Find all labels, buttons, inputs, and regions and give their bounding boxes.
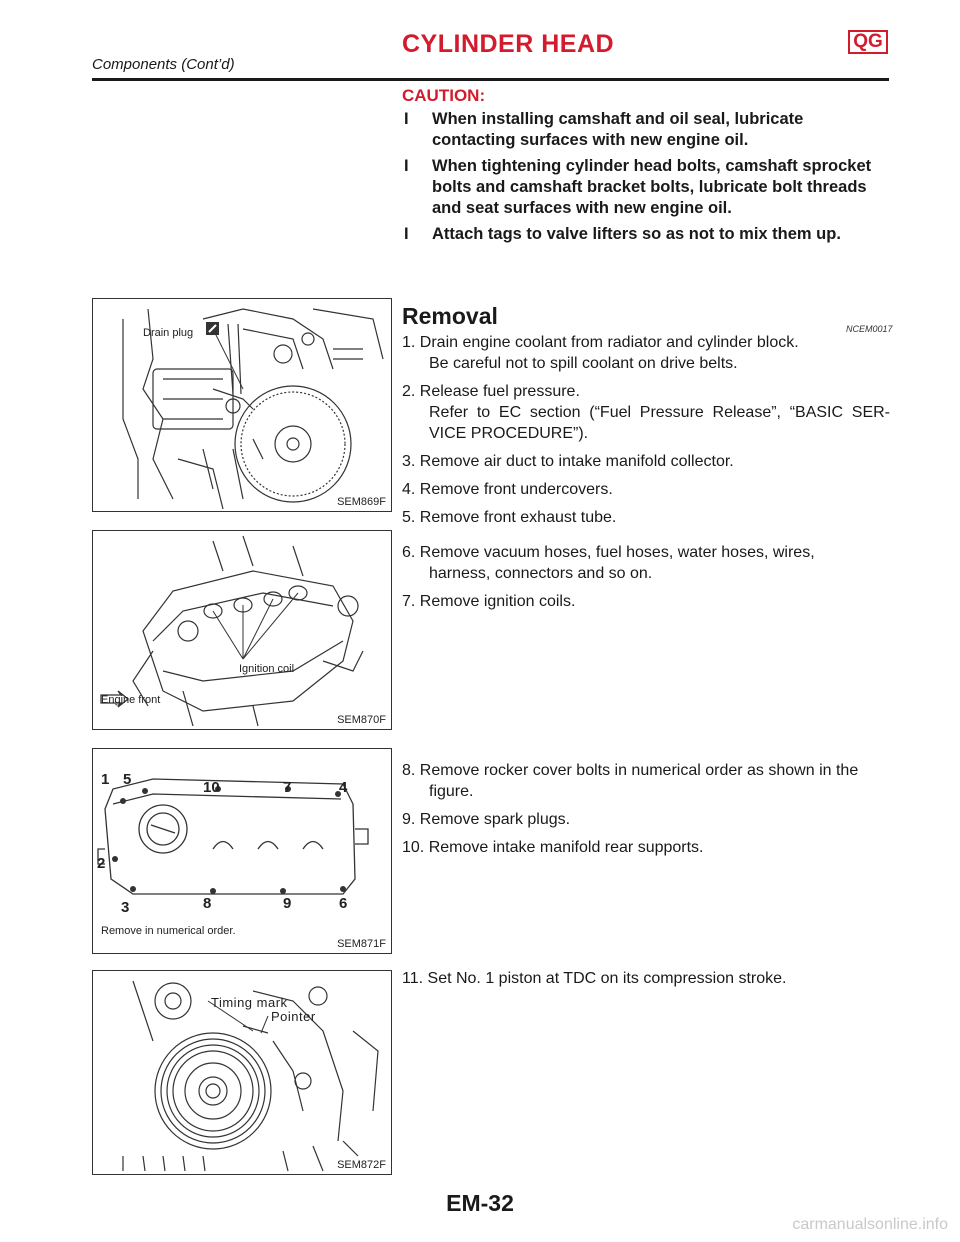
step-text: Remove rocker cover bolts in numerical order as shown in the xyxy=(419,762,859,779)
step xyxy=(402,542,890,584)
bolt-number: 6 xyxy=(339,895,348,912)
step xyxy=(402,451,890,472)
bullet-marker: I xyxy=(404,157,409,175)
step-continuation: Refer to EC section (“Fuel Pressure Release”, “BASIC SER- VICE PROCEDURE”). xyxy=(429,404,890,442)
caution-text: When installing camshaft and oil seal, lubricate contacting surfaces with new engine oil. xyxy=(432,110,804,149)
step-number: 2. xyxy=(402,383,416,400)
step-text: Release fuel pressure. xyxy=(419,383,580,400)
bolt-number: 1 xyxy=(101,771,110,788)
step-number: 8. xyxy=(402,762,416,779)
figure-rocker-cover xyxy=(92,748,392,954)
caution-list xyxy=(402,109,890,250)
bolt-number: 9 xyxy=(283,895,292,912)
figure-ignition-coil xyxy=(92,530,392,730)
figure-timing-mark xyxy=(92,970,392,1175)
step-continuation: figure. xyxy=(429,783,474,800)
label-engine-front: Engine front xyxy=(101,694,161,706)
step xyxy=(402,837,890,858)
step xyxy=(402,332,890,374)
caution-text: Attach tags to valve lifters so as not to mix them up. xyxy=(432,225,841,243)
page-number: EM-32 xyxy=(446,1190,514,1216)
step-text: Remove spark plugs. xyxy=(419,811,571,828)
bullet-marker: I xyxy=(404,225,409,243)
section-code: NCEM0017 xyxy=(846,324,893,334)
bolt-number: 3 xyxy=(121,899,130,916)
page-title: CYLINDER HEAD xyxy=(402,30,615,58)
step xyxy=(402,479,890,500)
figure-code: SEM870F xyxy=(337,714,386,726)
figure-drain-plug xyxy=(92,298,392,512)
step-text: Remove ignition coils. xyxy=(419,593,576,610)
step-number: 1. xyxy=(402,334,416,351)
step xyxy=(402,760,890,802)
step-number: 5. xyxy=(402,509,416,526)
model-code-badge: QG xyxy=(848,30,888,54)
step-number: 7. xyxy=(402,593,416,610)
engine-block-illustration xyxy=(93,299,392,512)
bolt-number: 4 xyxy=(339,779,348,796)
label-remove-order: Remove in numerical order. xyxy=(101,925,236,937)
bolt-number: 8 xyxy=(203,895,212,912)
step-number: 4. xyxy=(402,481,416,498)
step xyxy=(402,591,890,612)
figure-code: SEM871F xyxy=(337,938,386,950)
step-number: 10. xyxy=(402,839,425,856)
caution-title: CAUTION: xyxy=(402,86,486,105)
figure-code: SEM872F xyxy=(337,1159,386,1171)
caution-text: When tightening cylinder head bolts, camshaft sprocket bolts and camshaft bracket bolts, lubricate bolt threads and seat surfaces with new engine oil. xyxy=(432,157,872,217)
step-text: Remove front exhaust tube. xyxy=(419,509,617,526)
steps-group-2 xyxy=(402,542,890,619)
step-text: Remove intake manifold rear supports. xyxy=(428,839,704,856)
header-rule xyxy=(92,78,889,81)
caution-item xyxy=(402,156,890,219)
steps-group-1 xyxy=(402,332,890,535)
bolt-number: 2 xyxy=(97,855,106,872)
caution-item xyxy=(402,109,890,151)
step-text: Remove front undercovers. xyxy=(419,481,613,498)
step xyxy=(402,809,890,830)
step-number: 3. xyxy=(402,453,416,470)
label-pointer: Pointer xyxy=(271,1009,316,1024)
figure-code: SEM869F xyxy=(337,496,386,508)
step-text: Remove vacuum hoses, fuel hoses, water hoses, wires, xyxy=(419,544,815,561)
step xyxy=(402,381,890,444)
step-continuation: harness, connectors and so on. xyxy=(429,565,653,582)
bullet-marker: I xyxy=(404,110,409,128)
caution-item xyxy=(402,224,890,245)
steps-group-4 xyxy=(402,968,890,996)
bolt-number: 5 xyxy=(123,771,132,788)
step-number: 9. xyxy=(402,811,416,828)
step xyxy=(402,507,890,528)
step-text: Set No. 1 piston at TDC on its compression stroke. xyxy=(427,970,787,987)
label-ignition-coil: Ignition coil xyxy=(239,663,295,675)
steps-group-3 xyxy=(402,760,890,865)
step xyxy=(402,968,890,989)
label-timing-mark: Timing mark xyxy=(211,995,288,1010)
step-continuation: Be careful not to spill coolant on drive belts. xyxy=(429,355,738,372)
label-drain-plug: Drain plug xyxy=(143,327,194,339)
page-subtitle: Components (Cont’d) xyxy=(92,56,235,73)
step-text: Remove air duct to intake manifold collector. xyxy=(419,453,734,470)
section-title: Removal xyxy=(402,303,498,329)
step-number: 6. xyxy=(402,544,416,561)
step-number: 11. xyxy=(402,970,424,987)
step-text: Drain engine coolant from radiator and cylinder block. xyxy=(419,334,799,351)
bolt-number: 7 xyxy=(283,779,292,796)
watermark: carmanualsonline.info xyxy=(792,1216,948,1233)
bolt-number: 10 xyxy=(203,779,220,796)
